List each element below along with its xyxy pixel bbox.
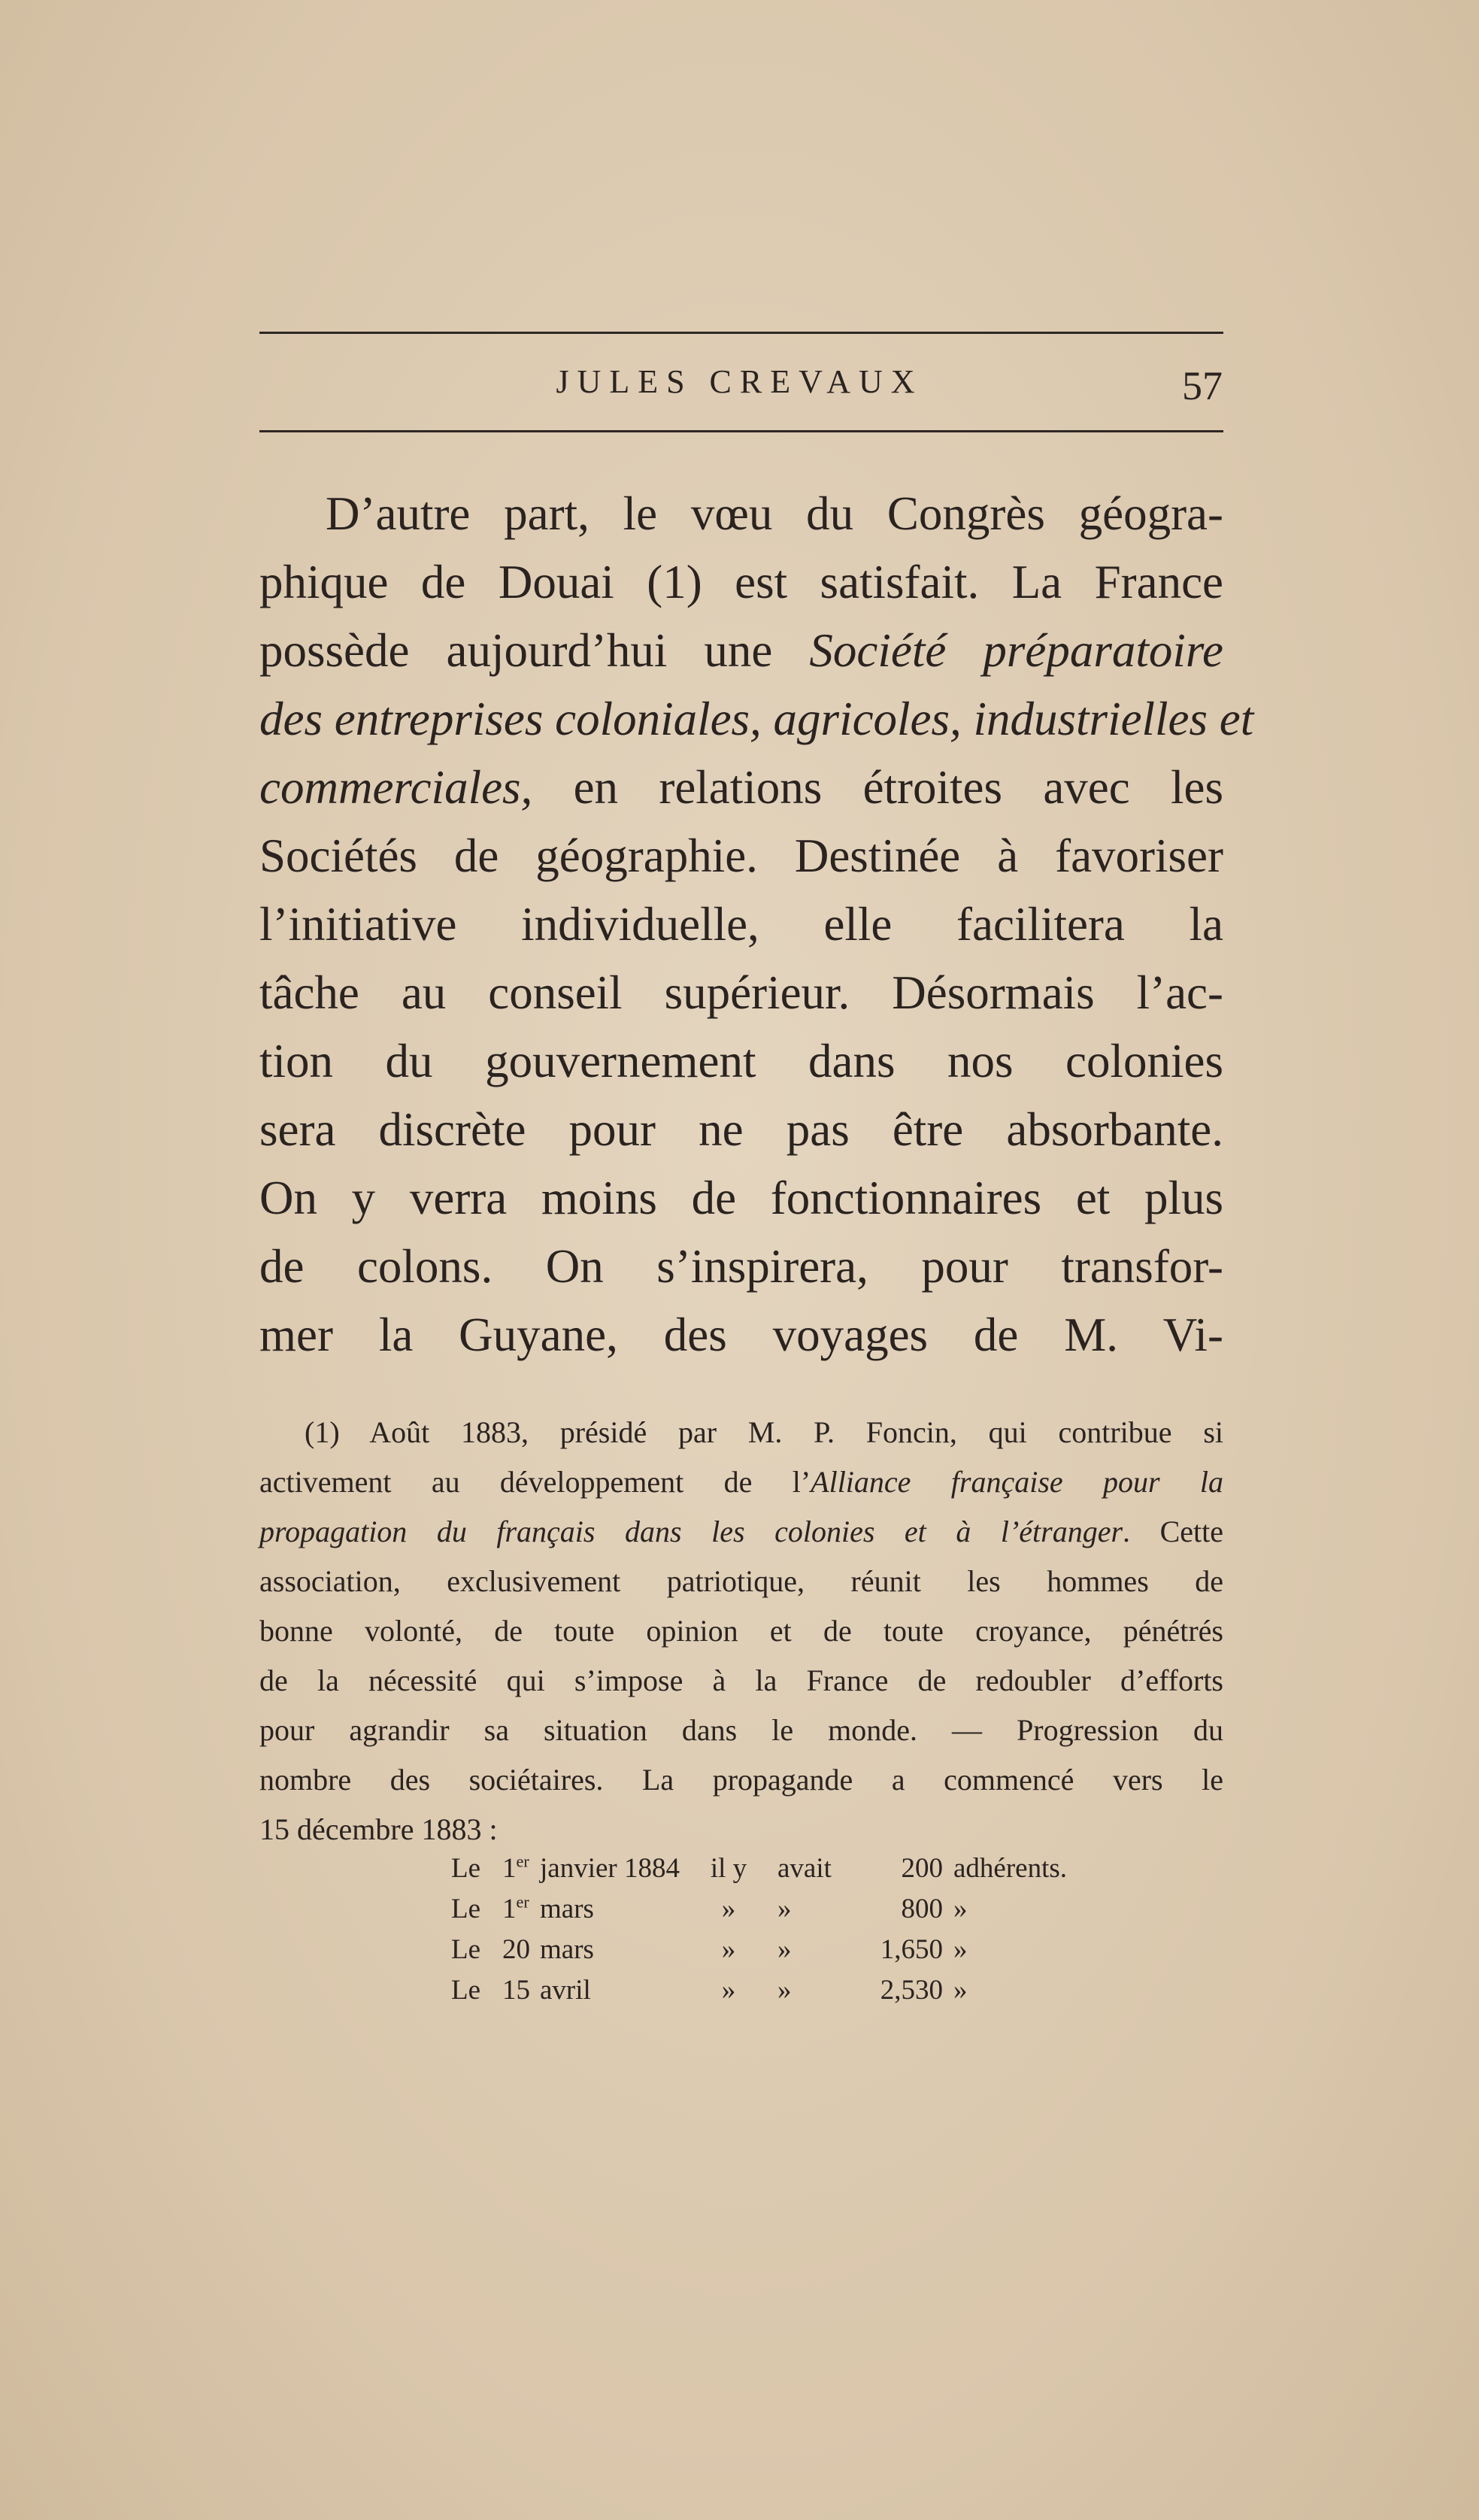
cell-ditto-2: »: [777, 1934, 792, 1965]
day-number: 15: [502, 1975, 530, 2006]
day-ordinal: er: [516, 1892, 529, 1912]
footnote-italic-title: Alliance française pour la: [811, 1465, 1223, 1499]
cell-le: Le: [451, 1853, 481, 1884]
footnote-line: nombre des sociétaires. La propagande a commencé vers le: [259, 1763, 1223, 1797]
footnote-text-segment: activement au développement de l’: [259, 1465, 811, 1499]
footnote-line: bonne volonté, de toute opinion et de toute croyance, pénétrés: [259, 1614, 1223, 1648]
footnote-italic-title: propagation du français dans les colonies et à l’étranger: [259, 1515, 1123, 1548]
cell-le: Le: [451, 1975, 481, 2006]
body-line: [259, 754, 1223, 822]
body-line: Sociétés de géographie. Destinée à favoriser: [259, 829, 1223, 882]
cell-ditto-1: »: [721, 1975, 736, 2006]
cell-day: [502, 1848, 540, 1889]
main-paragraph: [259, 480, 1254, 1369]
body-line: tion du gouvernement dans nos colonies: [259, 1035, 1223, 1087]
cell-month: janvier 1884: [540, 1853, 680, 1884]
day-number: 1: [502, 1894, 517, 1924]
table-row: [451, 1848, 1126, 1889]
cell-ditto-1: il y: [710, 1853, 747, 1884]
table-row: [451, 1970, 1126, 2011]
body-line: On y verra moins de fonctionnaires et plus: [259, 1172, 1223, 1224]
cell-month: mars: [540, 1894, 594, 1924]
cell-count: 1,650: [880, 1934, 943, 1965]
day-number: 1: [502, 1853, 517, 1884]
cell-unit: adhérents.: [953, 1853, 1068, 1884]
cell-count: 2,530: [880, 1975, 943, 2006]
cell-unit: »: [953, 1894, 968, 1924]
header-rule-top: [259, 332, 1223, 334]
cell-ditto-1: »: [721, 1894, 736, 1924]
cell-count: 800: [901, 1894, 943, 1924]
footnote-line: 15 décembre 1883 :: [259, 1812, 498, 1846]
cell-month: avril: [540, 1975, 591, 2006]
footnote-line: association, exclusivement patriotique, réunit les hommes de: [259, 1564, 1223, 1598]
body-line: des entreprises coloniales, agricoles, industrielles et: [259, 693, 1254, 745]
footnote-line: (1) Août 1883, présidé par M. P. Foncin, qui contribue si: [305, 1415, 1223, 1449]
footnote: [259, 1408, 1223, 1854]
footnote-text-segment: . Cette: [1123, 1515, 1223, 1548]
day-ordinal: er: [516, 1851, 529, 1871]
table-row: [451, 1930, 1126, 1970]
cell-ditto-2: »: [777, 1894, 792, 1924]
cell-day: [502, 1930, 540, 1970]
cell-unit: »: [953, 1975, 968, 2006]
body-text-segment: en relations étroites avec les: [532, 761, 1223, 814]
body-text-segment: possède aujourd’hui une: [259, 624, 810, 677]
footnote-line: [259, 1457, 1223, 1507]
body-line: phique de Douai (1) est satisfait. La France: [259, 556, 1223, 608]
day-number: 20: [502, 1934, 530, 1965]
cell-le: Le: [451, 1894, 481, 1924]
cell-unit: »: [953, 1934, 968, 1965]
cell-count: 200: [901, 1853, 943, 1884]
body-line: D’autre part, le vœu du Congrès géogra-: [326, 487, 1223, 540]
body-italic-title: Société préparatoire: [809, 624, 1223, 677]
cell-ditto-1: »: [721, 1934, 736, 1965]
cell-ditto-2: »: [777, 1975, 792, 2006]
footnote-line: pour agrandir sa situation dans le monde. — Progression du: [259, 1713, 1223, 1747]
body-line: tâche au conseil supérieur. Désormais l’ac-: [259, 966, 1223, 1019]
membership-progression-table: [451, 1848, 1126, 2011]
body-line: de colons. On s’inspirera, pour transfor-: [259, 1240, 1223, 1293]
body-line: sera discrète pour ne pas être absorbante.: [259, 1103, 1223, 1156]
body-line: mer la Guyane, des voyages de M. Vi-: [259, 1309, 1223, 1361]
footnote-line: de la nécessité qui s’impose à la France de redoubler d’efforts: [259, 1663, 1223, 1697]
cell-day: [502, 1889, 540, 1930]
body-italic-title: commerciales,: [259, 761, 533, 814]
header-rule-bottom: [259, 430, 1223, 432]
cell-le: Le: [451, 1934, 481, 1965]
running-title: JULES CREVAUX: [556, 363, 923, 400]
cell-day: [502, 1970, 540, 2011]
cell-month: mars: [540, 1934, 594, 1965]
table-row: [451, 1889, 1126, 1930]
footnote-line: [259, 1507, 1223, 1557]
page-number: 57: [1182, 363, 1223, 408]
body-line: l’initiative individuelle, elle facilitera la: [259, 898, 1223, 951]
body-line: [259, 617, 1223, 685]
cell-ditto-2: avait: [777, 1853, 832, 1884]
